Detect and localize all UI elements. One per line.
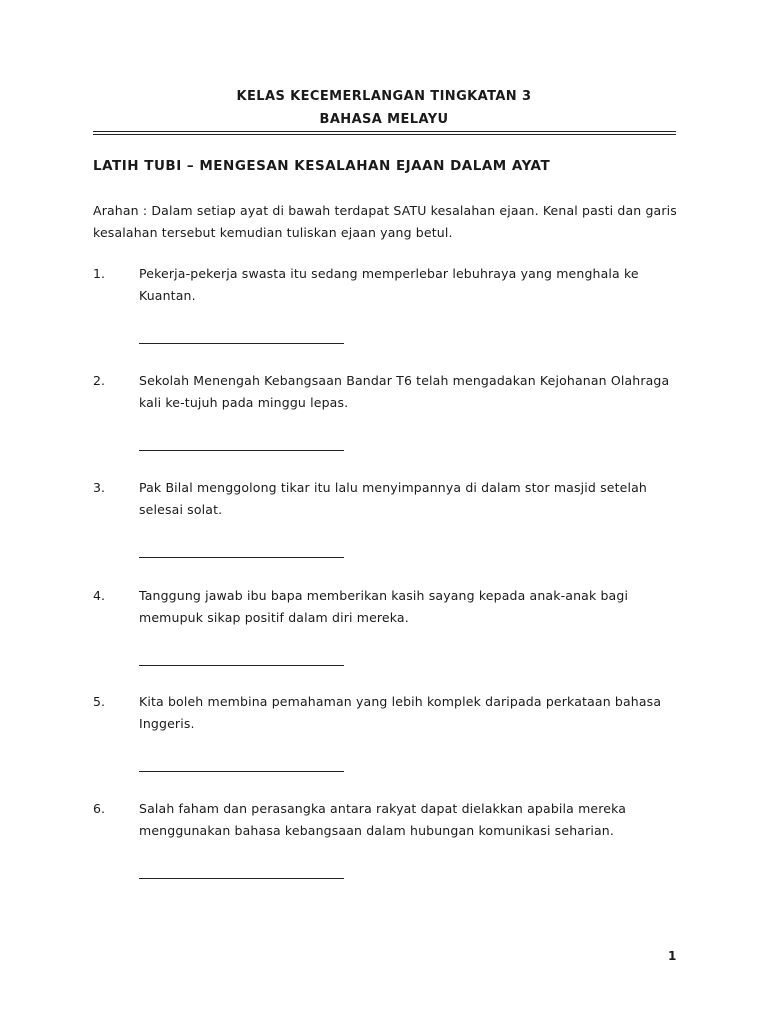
question-text: Salah faham dan perasangka antara rakyat dapat dielakkan apabila mereka menggunakan bahasa kebangsaan dalam hubungan komunikasi seharian. [139, 801, 627, 838]
answer-line[interactable] [139, 557, 344, 558]
answer-line[interactable] [139, 450, 344, 451]
answer-line[interactable] [139, 878, 344, 879]
question-text: Pekerja-pekerja swasta itu sedang memperlebar lebuhraya yang menghala ke Kuantan. [139, 266, 639, 303]
question-number: 1. [93, 266, 105, 281]
question-number: 5. [93, 694, 105, 709]
header-divider-top [93, 131, 676, 132]
answer-line[interactable] [139, 343, 344, 344]
instructions-text: Arahan : Dalam setiap ayat di bawah terdapat SATU kesalahan ejaan. Kenal pasti dan garis kesalahan tersebut kemudian tuliskan ejaan yang betul. [93, 203, 677, 240]
question-number: 2. [93, 373, 105, 388]
page-number: 1 [668, 949, 677, 963]
answer-line[interactable] [139, 665, 344, 666]
question-number: 4. [93, 588, 105, 603]
question-text: Sekolah Menengah Kebangsaan Bandar T6 telah mengadakan Kejohanan Olahraga kali ke-tujuh pada minggu lepas. [139, 373, 670, 410]
question-text: Tanggung jawab ibu bapa memberikan kasih sayang kepada anak-anak bagi memupuk sikap positif dalam diri mereka. [139, 588, 629, 625]
section-title: LATIH TUBI – MENGESAN KESALAHAN EJAAN DALAM AYAT [93, 158, 551, 174]
answer-line[interactable] [139, 771, 344, 772]
header-divider-bottom [93, 134, 676, 135]
question-number: 3. [93, 480, 105, 495]
question-text: Kita boleh membina pemahaman yang lebih komplek daripada perkataan bahasa Inggeris. [139, 694, 662, 731]
document-title: KELAS KECEMERLANGAN TINGKATAN 3 [236, 89, 532, 104]
document-subject: BAHASA MELAYU [319, 112, 449, 127]
question-text: Pak Bilal menggolong tikar itu lalu menyimpannya di dalam stor masjid setelah selesai solat. [139, 480, 648, 517]
question-number: 6. [93, 801, 105, 816]
